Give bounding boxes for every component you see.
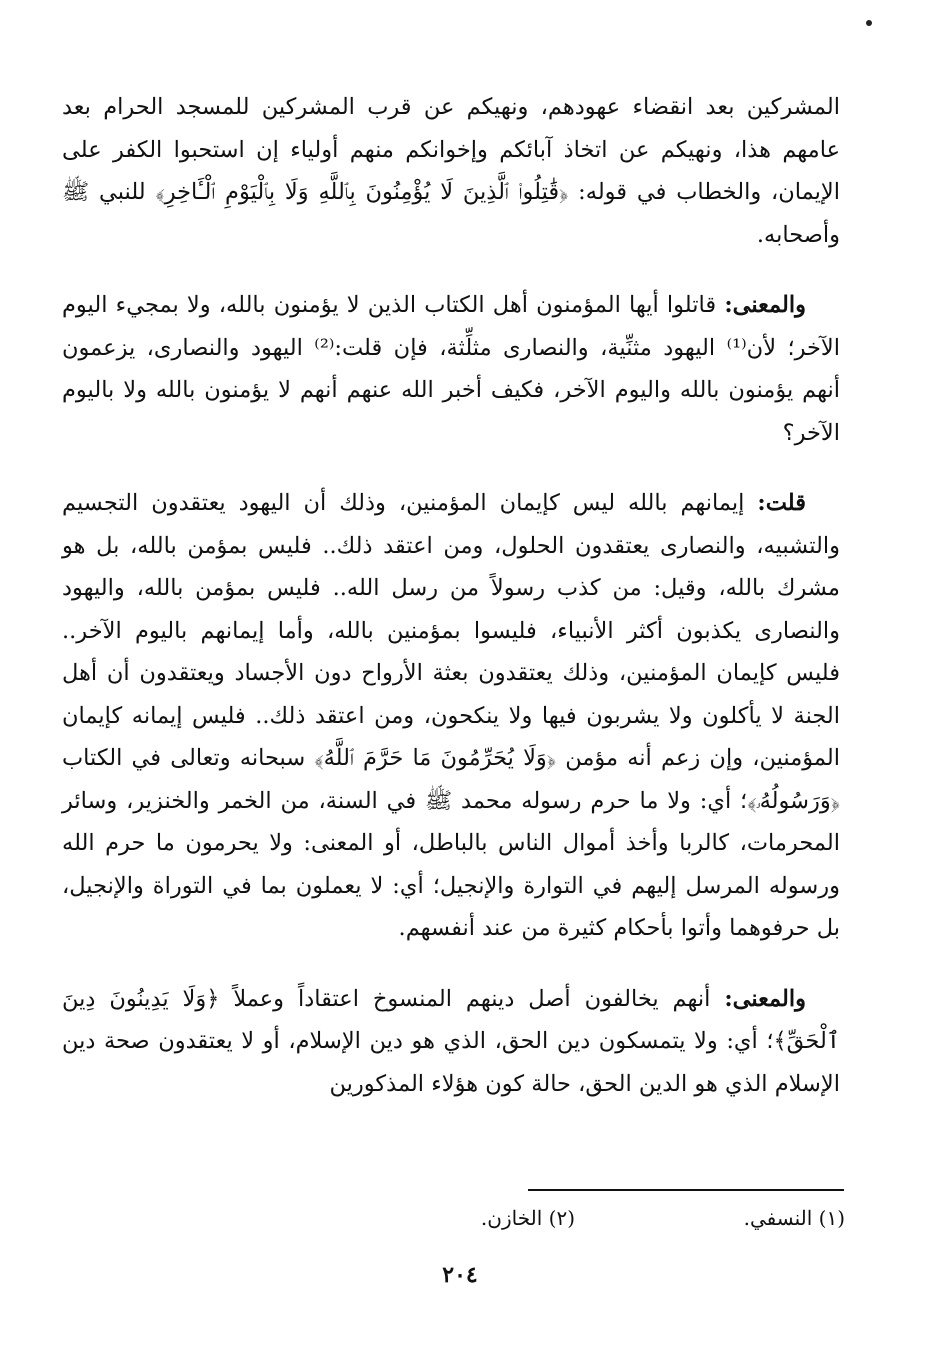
footnote-divider <box>528 1189 844 1191</box>
paragraph-4 <box>62 978 840 1106</box>
page-number: ٢٠٤ <box>442 1262 478 1288</box>
paragraph-body: أنهم يخالفون أصل دينهم المنسوخ اعتقاداً وعملاً ﴿وَلَا يَدِينُونَ دِينَ ٱلْحَقِّ﴾؛ أي: ولا يتمسكون دين الحق، الذي هو دين الإسلام، أو لا يعتقدون صحة دين الإسلام الذي هو الدين الحق، حالة كون هؤلاء المذكورين <box>62 985 840 1097</box>
paragraph-lead: والمعنى: <box>724 985 806 1012</box>
paragraph-lead: قلت: <box>757 490 806 516</box>
paragraph-1 <box>62 86 840 256</box>
paragraph-lead: والمعنى: <box>724 292 806 318</box>
paragraph-body: المشركين بعد انقضاء عهودهم، ونهيكم عن قرب المشركين للمسجد الحرام بعد عامهم هذا، ونهيكم عن اتخاذ آبائكم وإخوانكم منهم أولياء إن استحبوا الكفر على الإيمان، والخطاب في قوله: ﴿قَٰتِلُوا۟ ٱلَّذِينَ لَا يُؤْمِنُونَ بِٱللَّهِ وَلَا بِٱلْيَوْمِ ٱلْـَٔاخِرِ﴾ للنبي ﷺ وأصحابه. <box>62 94 840 248</box>
paragraph-body: إيمانهم بالله ليس كإيمان المؤمنين، وذلك أن اليهود يعتقدون التجسيم والتشبيه، والنصارى يعتقدون الحلول، ومن اعتقد ذلك.. فليس بمؤمن بالله، بل هو مشرك بالله، وقيل: من كذب رسولاً من رسل الله.. فليس بمؤمن بالله، واليهود والنصارى يكذبون أكثر الأنبياء، فليسوا بمؤمنين بالله، وأما إيمانهم باليوم الآخر.. فليس كإيمان المؤمنين، وذلك يعتقدون بعثة الأرواح دون الأجساد ويعتقدون أن أهل الجنة لا يأكلون ولا يشربون فيها ولا ينكحون، ومن اعتقد ذلك.. فليس إيمانه كإيمان المؤمنين، وإن زعم أنه مؤمن ﴿وَلَا يُحَرِّمُونَ مَا حَرَّمَ ٱللَّهُ﴾ سبحانه وتعالى في الكتاب ﴿وَرَسُولُهُۥ﴾؛ أي: ولا ما حرم رسوله محمد ﷺ في السنة، من الخمر والخنزير، وسائر المحرمات، كالربا وأخذ أموال الناس بالباطل، أو المعنى: ولا يحرمون ما حرم الله ورسوله المرسل إليهم في التوارة والإنجيل؛ أي: لا يعملون بما في التوراة والإنجيل، بل حرفوهما وأتوا بأحكام كثيرة من عند أنفسهم. <box>62 490 840 941</box>
paragraph-3 <box>62 482 840 950</box>
footnote-1: (١) النسفي. <box>743 1206 845 1230</box>
paragraph-2 <box>62 284 840 454</box>
main-text <box>62 86 840 1133</box>
footnote-2: (٢) الخازن. <box>480 1206 575 1230</box>
paragraph-body: قاتلوا أيها المؤمنون أهل الكتاب الذين لا يؤمنون بالله، ولا بمجيء اليوم الآخر؛ لأن⁽¹⁾ اليهود مثنِّية، والنصارى مثلِّثة، فإن قلت:⁽²⁾ اليهود والنصارى، يزعمون أنهم يؤمنون بالله واليوم الآخر، فكيف أخبر الله عنهم أنهم لا يؤمنون بالله ولا باليوم الآخر؟ <box>62 292 840 446</box>
page-mark <box>866 20 872 26</box>
